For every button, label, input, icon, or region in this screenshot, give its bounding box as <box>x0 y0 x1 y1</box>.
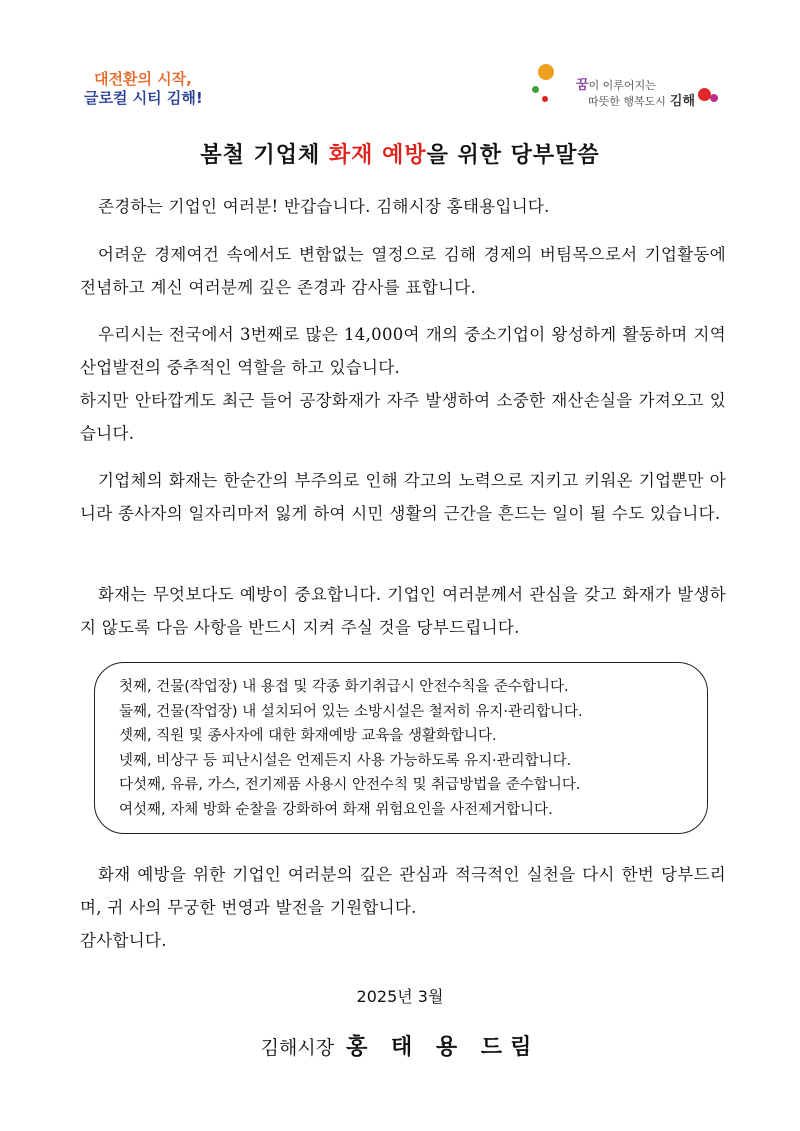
checklist-item: 첫째, 건물(작업장) 내 용접 및 각종 화기취급시 안전수칙을 준수합니다. <box>119 679 569 695</box>
checklist-box <box>94 662 708 834</box>
slogan-line1: 대전환의 시작, <box>94 70 192 88</box>
brand-line2: 따뜻한 행복도시 <box>588 95 666 108</box>
slogan-logo <box>84 70 203 108</box>
checklist-item: 다섯째, 유류, 가스, 전기제품 사용시 안전수칙 및 취급방법을 준수합니다. <box>119 777 581 793</box>
city-brand-logo <box>532 62 732 110</box>
brand-line1: 이 이루어지는 <box>588 79 656 92</box>
checklist-item: 둘째, 건물(작업장) 내 설치되어 있는 소방시설은 철저히 유지·관리합니다. <box>119 703 583 720</box>
title-part2: 을 위한 당부말씀 <box>426 143 600 168</box>
signer-name: 홍 태 용 드림 <box>346 1034 540 1060</box>
checklist-item: 여섯째, 자체 방화 순찰을 강화하여 화재 위험요인을 사전제거합니다. <box>119 801 553 818</box>
signer-title: 김해시장 <box>260 1037 335 1059</box>
letter-date: 2025년 3월 <box>356 987 444 1006</box>
paragraph-closing: 화재 예방을 위한 기업인 여러분의 깊은 관심과 적극적인 실천을 다시 한번 당부드리며, 귀 사의 무궁한 번영과 발전을 기원합니다. 감사합니다. <box>80 865 726 950</box>
red-dot-icon <box>698 88 711 101</box>
paragraph-city-status: 우리시는 전국에서 3번째로 많은 14,000여 개의 중소기업이 왕성하게 활동하며 지역 산업발전의 중추적인 역할을 하고 있습니다. 하지만 안타깝게도 최근 들어 공장화재가 자주 발생하여 소중한 재산손실을 가져오고 있습니다. <box>80 325 726 443</box>
slogan-line2: 글로컬 시티 김해! <box>84 89 203 107</box>
brand-city: 김해 <box>669 94 696 109</box>
checklist-item: 셋째, 직원 및 종사자에 대한 화재예방 교육을 생활화합니다. <box>119 728 497 744</box>
orange-dot-icon <box>538 64 554 80</box>
magenta-dot-icon <box>710 94 718 102</box>
paragraph-greeting: 존경하는 기업인 여러분! 반갑습니다. 김해시장 홍태용입니다. <box>98 197 550 216</box>
page-title <box>0 138 800 169</box>
title-highlight: 화재 예방 <box>328 143 427 168</box>
title-part1: 봄철 기업체 <box>200 143 329 168</box>
paragraph-request: 화재는 무엇보다도 예방이 중요합니다. 기업인 여러분께서 관심을 갖고 화재가 발생하지 않도록 다음 사항을 반드시 지켜 주실 것을 당부드립니다. <box>80 585 726 637</box>
signature <box>0 1030 800 1061</box>
brand-kum: 꿈 <box>576 78 589 93</box>
checklist-item: 넷째, 비상구 등 피난시설은 언제든지 사용 가능하도록 유지·관리합니다. <box>119 752 572 769</box>
green-dot-icon <box>532 86 539 93</box>
checklist <box>95 663 707 822</box>
paragraph-thanks: 어려운 경제여건 속에서도 변함없는 열정으로 김해 경제의 버팀목으로서 기업활동에 전념하고 계신 여러분께 깊은 존경과 감사를 표합니다. <box>80 245 726 297</box>
red-small-dot-icon <box>542 96 548 102</box>
paragraph-fire-risk: 기업체의 화재는 한순간의 부주의로 인해 각고의 노력으로 지키고 키워온 기업뿐만 아니라 종사자의 일자리마저 잃게 하여 시민 생활의 근간을 흔드는 일이 될 수도 있습니다. <box>80 471 726 523</box>
